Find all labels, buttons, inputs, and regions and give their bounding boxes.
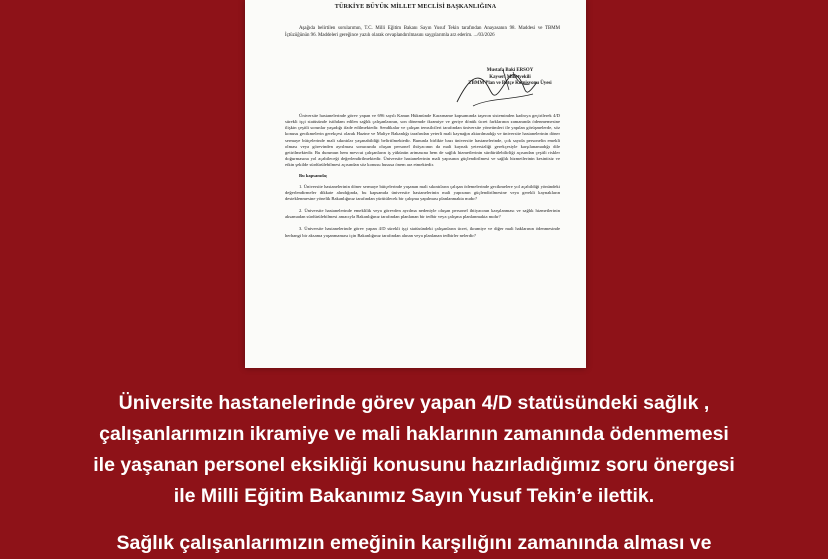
caption-paragraph-gap — [0, 512, 828, 528]
caption-line-4: ile Milli Eğitim Bakanımız Sayın Yusuf Tekin’e ilettik. — [173, 485, 655, 507]
caption-line-3: ile yaşanan personel eksikliği konusunu hazırladığımız soru önergesi — [93, 454, 735, 476]
caption-line-2: çalışanlarımızın ikramiye ve mali haklarının zamanında ödenmemesi — [99, 423, 729, 445]
body-paragraph: Üniversite hastanelerinde görev yapan ve 696 sayılı Kanun Hükmünde Kararname kapsamında taşeron sisteminden kadroya geçirilerek 4/D sürekli işçi statüsünde istihdam edilen sağlık çalışanlarının, son dönemde ikramiye ve geriye dönük ücret farklarının zamanında ödenmemesine ilişkin çeşitli sorunlar yaşadığı ifade edilmektedir. Sendikalar ve çalışan temsilcileri tarafından üniversite yönetimleri ile yapılan görüşmelerde, söz konusu gecikmelerin gerekçesi olarak Hazine ve Maliye Bakanlığı tarafından yeterli mali kaynağın aktarılmadığı ve üniversite hastanelerinin döner sermaye bütçelerinde mali sıkıntılar yaşanabildiği belirtilmektedir. Bununla birlikte bazı üniversite hastanelerinde, çok sayıda personelin emekli olması veya görevinden ayrılması sonucunda oluşan personel ihtiyacının da mali kaynak yetersizliği gerekçesiyle karşılanamadığı dile getirilmektedir. Bu durumun hem mevcut çalışanların iş yükünün artmasına hem de sağlık hizmetlerinin sürdürülebilirliği açısından çeşitli riskler doğurmasına yol açabileceği değerlendirilmektedir. Üniversite hastanelerinin mali yapısının güçlendirilmesi ve sağlık hizmetlerinin kesintisiz ve etkin şekilde sürdürülebilmesi açısından söz konusu hususa önem arz etmektedir. — [285, 113, 560, 168]
signature-block — [445, 68, 575, 88]
signature-committee: TBMM Plan ve Bütçe Komisyonu Üyesi — [468, 81, 552, 87]
document-subheading: Bu kapsamda; — [299, 173, 328, 179]
document-body — [285, 113, 560, 245]
question-1: 1. Üniversite hastanelerinin döner sermaye bütçelerinde yaşanan mali sıkıntıların çalışan ödemelerinde gecikmelere yol açabildiği yönündeki değerlendirmeler dikkate alındığında, bu kapsamda üniversite hastanelerinin mali yapısının güçlendirilmesine veya gerekli kaynakların desteklenmesine yönelik Bakanlığınız tarafından yürütülecek bir çalışma yapılması planlanmakta mıdır? — [285, 183, 560, 201]
handwritten-signature-icon — [453, 62, 543, 110]
parliamentary-question-document — [245, 0, 586, 368]
question-3: 3. Üniversite hastanelerinde görev yapan 4/D sürekli işçi statüsündeki çalışanların ücret, ikramiye ve diğer mali haklarının ödenmesinde herhangi bir aksama yaşanmaması için Bakanlığınız tarafından alınan veya planlanan tedbirler nelerdir? — [285, 226, 560, 238]
document-title: TÜRKİYE BÜYÜK MİLLET MECLİSİ BAŞKANLIĞINA — [334, 3, 497, 10]
document-intro: Aşağıda belirtilen sorularımın, T.C. Milli Eğitim Bakanı Sayın Yusuf Tekin tarafından Anayasanın 98. Maddesi ve TBMM İçtüzüğünün 96. Maddeleri gereğince yazılı olarak cevaplandırılmasını saygılarımla arz ederim. .../03/2026 — [285, 26, 560, 38]
question-2: 2. Üniversite hastanelerinde emeklilik veya görevden ayrılma nedeniyle oluşan personel ihtiyacının karşılanması ve sağlık hizmetlerinin aksamadan sürdürülebilmesi amacıyla Bakanlığınız tarafından planlanan bir tedbir veya çalışma planlanmakta mıdır? — [285, 208, 560, 220]
caption-text — [0, 388, 828, 559]
caption-line-1: Üniversite hastanelerinde görev yapan 4/D statüsündeki sağlık , — [118, 392, 710, 414]
caption-second-paragraph: Sağlık çalışanlarımızın emeğinin karşılığını zamanında alması ve — [116, 532, 712, 554]
signature-title: Kayseri Milletvekili — [489, 74, 531, 80]
signature-name: Mustafa Baki ERSOY — [486, 68, 534, 73]
